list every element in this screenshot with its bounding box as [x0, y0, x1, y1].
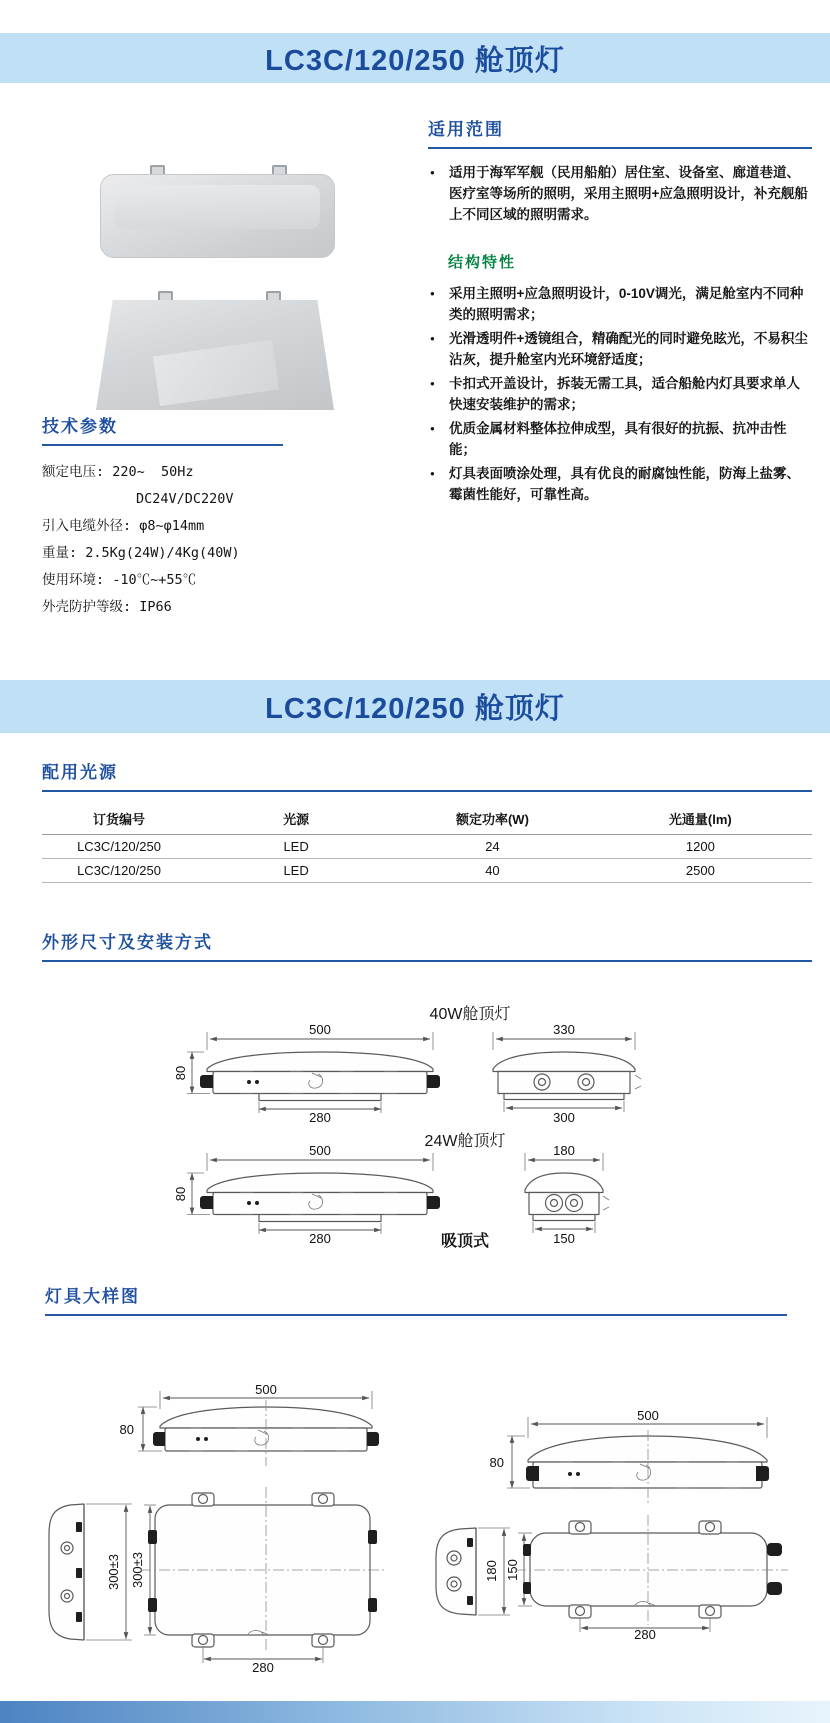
- dim-label: 80: [119, 1422, 134, 1437]
- structure-bullets: [428, 283, 812, 505]
- bullet-item: ● 优质金属材料整体拉伸成型，具有很好的抗振、抗冲击性能；: [428, 418, 812, 460]
- bullet-item: ● 灯具表面喷涂处理，具有优良的耐腐蚀性能，防海上盐雾、霉菌性能好，可靠性高。: [428, 463, 812, 505]
- dim-label: 80: [173, 1186, 188, 1202]
- detail-heading: 灯具大样图: [45, 1287, 140, 1306]
- tech-param-line: DC24V/DC220V: [136, 491, 234, 507]
- heading-rule: [42, 790, 812, 792]
- light-source-table: [42, 802, 812, 883]
- heading-rule: [42, 960, 812, 962]
- dim-label: 500: [637, 1408, 659, 1423]
- detail-drawing-left: [40, 1382, 430, 1674]
- dim-label: 500: [255, 1382, 277, 1397]
- col-header-order-no: 订货编号: [92, 812, 145, 827]
- dim-label: 300±3: [106, 1553, 121, 1591]
- cell-power: 24: [485, 839, 500, 854]
- dim-label: 280: [252, 1660, 274, 1674]
- ceiling-lamp-photo-2: [96, 300, 334, 410]
- application-bullets: [428, 162, 812, 225]
- structure-heading: 结构特性: [448, 254, 517, 271]
- dim-label: 500: [309, 1143, 331, 1158]
- light-source-section: [42, 758, 812, 883]
- cell-order-no: LC3C/120/250: [77, 839, 161, 854]
- dim-label: 80: [173, 1065, 188, 1081]
- tech-param-line: 外壳防护等级: IP66: [42, 599, 172, 615]
- tech-param-line: 重量: 2.5Kg(24W)/4Kg(40W): [42, 545, 240, 561]
- application-section: [428, 115, 812, 508]
- outline-section: [42, 928, 812, 962]
- cell-flux: 2500: [685, 863, 715, 878]
- dim-label: 330: [553, 1022, 575, 1037]
- tech-params-heading: 技术参数: [42, 417, 118, 436]
- dim-label: 180: [553, 1143, 575, 1158]
- cell-source: LED: [283, 863, 309, 878]
- lamp24-label: 24W舱顶灯: [424, 1133, 506, 1150]
- dim-label: 150: [553, 1231, 575, 1245]
- application-heading: 适用范围: [428, 120, 504, 139]
- bullet-item: ● 卡扣式开盖设计，拆装无需工具，适合船舱内灯具要求单人快速安装维护的需求；: [428, 373, 812, 415]
- bullet-item: ● 光滑透明件+透镜组合，精确配光的同时避免眩光，不易积尘沾灰，提升舱室内光环境舒适度；: [428, 328, 812, 370]
- dim-label: 180: [484, 1560, 499, 1582]
- col-header-flux: 光通量(lm): [668, 812, 732, 827]
- tech-params-section: [42, 412, 387, 621]
- dim-label: 300: [553, 1110, 575, 1124]
- detail-section: [45, 1282, 787, 1316]
- table-header-row: [42, 802, 812, 835]
- lamp40-label: 40W舱顶灯: [429, 1006, 511, 1023]
- middle-banner: [0, 680, 830, 733]
- tech-param-line: 引入电缆外径: φ8~φ14mm: [42, 518, 205, 534]
- dim-label: 280: [309, 1231, 331, 1245]
- page-title: LC3C/120/250 舱顶灯: [265, 44, 565, 77]
- heading-rule: [45, 1314, 787, 1316]
- dim-label: 280: [309, 1110, 331, 1124]
- tech-param-line: 额定电压: 220~ 50Hz: [42, 464, 194, 480]
- bullet-item: ● 适用于海军军舰（民用船舶）居住室、设备室、廊道巷道、医疗室等场所的照明，采用主照明+应急照明设计，补充舰船上不同区域的照明需求。: [428, 162, 812, 225]
- ceiling-lamp-photo-1: [100, 174, 335, 258]
- heading-rule: [428, 147, 812, 149]
- dim-label: 300±3: [130, 1551, 145, 1589]
- cell-source: LED: [283, 839, 309, 854]
- mount-type-label: 吸顶式: [440, 1233, 489, 1250]
- outline-heading: 外形尺寸及安装方式: [42, 933, 213, 952]
- dim-label: 80: [489, 1455, 504, 1470]
- light-source-heading: 配用光源: [42, 763, 118, 782]
- dim-label: 500: [309, 1022, 331, 1037]
- tech-param-line: 使用环境: -10℃~+55℃: [42, 572, 197, 588]
- footer-gradient-bar: [0, 1701, 830, 1723]
- detail-drawing-right: [420, 1400, 820, 1640]
- col-header-power: 额定功率(W): [455, 812, 529, 827]
- table-row: [42, 835, 812, 859]
- bullet-item: ● 采用主照明+应急照明设计，0-10V调光，满足舱室内不同种类的照明需求；: [428, 283, 812, 325]
- cell-flux: 1200: [685, 839, 715, 854]
- heading-rule: [42, 444, 283, 446]
- cell-power: 40: [485, 863, 500, 878]
- lamp40-dimension-drawing: [42, 1022, 812, 1124]
- table-row: [42, 859, 812, 883]
- dim-label: 150: [505, 1559, 520, 1581]
- dim-label: 280: [634, 1627, 656, 1640]
- top-banner: [0, 33, 830, 83]
- page-title: LC3C/120/250 舱顶灯: [265, 693, 565, 725]
- cell-order-no: LC3C/120/250: [77, 863, 161, 878]
- tech-params-list: [42, 459, 387, 621]
- col-header-source: 光源: [283, 812, 310, 827]
